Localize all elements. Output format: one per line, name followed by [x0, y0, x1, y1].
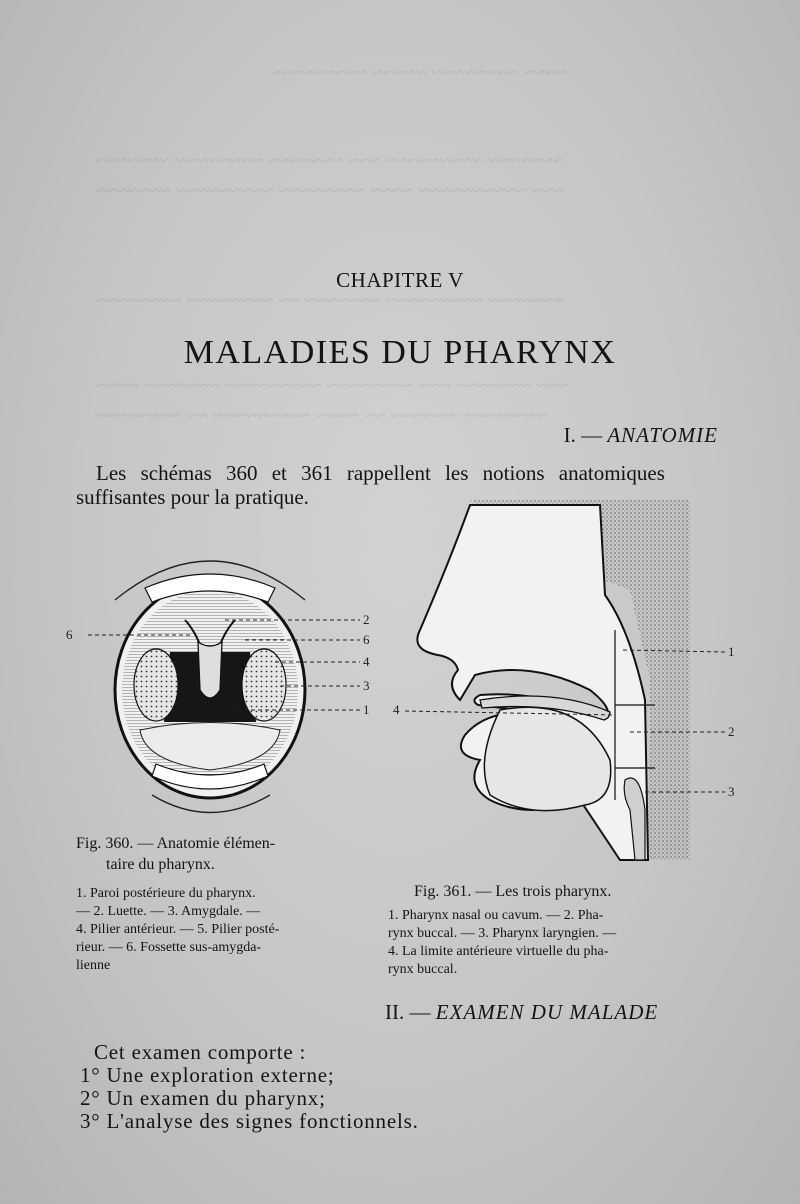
figure-361-legend-line: 1. Pharynx nasal ou cavum. — 2. Pha-	[388, 908, 604, 923]
bleed-through-texture: ~~~~~~~ ~~~~~~~~~ ~~~ ~~~~~~~ ~~~~~~~~ ~~~~~~~	[95, 150, 564, 172]
chapter-heading: CHAPITRE V	[336, 268, 464, 292]
figure-label: 3	[363, 678, 370, 693]
figure-label: 4	[363, 654, 370, 669]
bleed-through-texture: ~~~~~~~~ ~~~~~~ ~~ ~~~~ ~~~~~~~~~ ~~ ~~~~~~~~	[95, 405, 547, 427]
exam-list-item: 2° Un examen du pharynx;	[80, 1086, 326, 1110]
figure-360-caption: Fig. 360. — Anatomie élémen-	[76, 835, 276, 852]
figure-361-caption: Fig. 361. — Les trois pharynx.	[414, 883, 612, 900]
bleed-through-texture: ~~~ ~~~~~~~~~~ ~~~~ ~~~~~~~~ ~~~~~~~~~ ~~~~~~~	[95, 180, 564, 202]
bleed-through-texture: ~~~~~~~ ~~~~~~~~~ ~~~~~~~ ~~ ~~~~~~~~ ~~~~~~~~	[95, 290, 564, 312]
section-heading-anatomie	[564, 423, 718, 448]
figure-360-legend-line: rieur. — 6. Fossette sus-amygda-	[76, 940, 262, 955]
section-title: EXAMEN DU MALADE	[435, 1000, 659, 1024]
section-heading-examen	[385, 1000, 658, 1025]
figure-label: 1	[728, 644, 735, 659]
section-number: I. —	[563, 423, 603, 447]
figure-360-mouth-diagram	[60, 540, 380, 825]
figure-361-legend-line: rynx buccal. — 3. Pharynx laryngien. —	[388, 926, 617, 941]
figure-label: 4	[393, 702, 400, 717]
figure-360-legend-line: — 2. Luette. — 3. Amygdale. —	[76, 904, 261, 919]
bleed-through-texture: ~~~ ~~~~~~~ ~~~ ~~~~~~~~ ~~~~~~~~~ ~~~~~~~ ~~~~	[95, 375, 569, 397]
intro-text-line: Les schémas 360 et 361 rappellent les notions anatomiques	[96, 461, 665, 485]
figure-label: 2	[363, 612, 370, 627]
figure-360-legend-line: 1. Paroi postérieure du pharynx.	[76, 886, 256, 901]
figure-360-legend-line: lienne	[76, 958, 111, 973]
chapter-title: MALADIES DU PHARYNX	[183, 334, 617, 371]
figure-label: 6	[66, 627, 73, 642]
section-title: ANATOMIE	[607, 423, 718, 447]
figure-361-legend-line: 4. La limite antérieure virtuelle du pha-	[388, 944, 609, 959]
figure-360-legend-line: 4. Pilier antérieur. — 5. Pilier posté-	[76, 922, 280, 937]
uvula	[198, 642, 222, 698]
section-number: II. —	[385, 1000, 431, 1024]
figure-360-caption: taire du pharynx.	[106, 856, 215, 873]
left-tonsil-texture	[134, 649, 178, 721]
exam-list-item: 3° L'analyse des signes fonctionnels.	[80, 1109, 419, 1133]
figure-label: 3	[728, 784, 735, 799]
figure-361-legend-line: rynx buccal.	[388, 962, 458, 977]
figure-label: 1	[363, 702, 370, 717]
figure-label: 2	[728, 724, 735, 739]
intro-text-line: suffisantes pour la pratique.	[76, 485, 309, 509]
exam-intro: Cet examen comporte :	[94, 1040, 307, 1064]
figure-label: 6	[363, 632, 370, 647]
exam-list-item: 1° Une exploration externe;	[80, 1063, 335, 1087]
figure-361-sagittal-diagram	[390, 500, 750, 870]
bleed-through-texture: ~~~~ ~~~~~~~~ ~~~~~ ~~~~~~~~~	[270, 62, 567, 84]
